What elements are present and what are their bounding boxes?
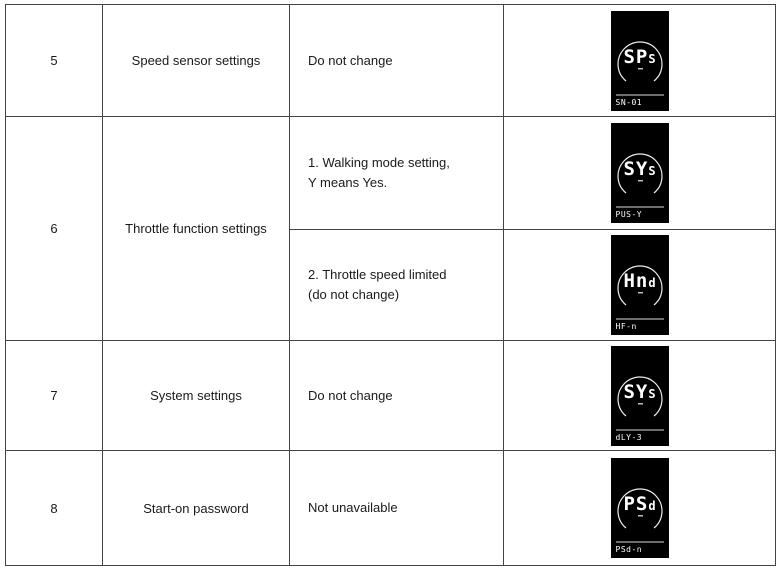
lcd-main-text: SP: [623, 45, 649, 68]
display-cell: [504, 230, 776, 341]
table-row: [6, 117, 776, 230]
description-line: 1. Walking mode setting,: [308, 155, 450, 170]
display-cell: [504, 341, 776, 451]
lcd-display-image: [611, 235, 669, 335]
setting-name: System settings: [103, 341, 290, 451]
lcd-main-text: Hn: [623, 270, 649, 292]
lcd-sub-text: d: [648, 499, 656, 513]
lcd-main-text: SY: [623, 380, 649, 403]
lcd-display-image: [611, 458, 669, 558]
display-cell: [504, 5, 776, 117]
row-number: 8: [6, 451, 103, 566]
table-row: [6, 451, 776, 566]
table-row: [6, 5, 776, 117]
description-line: 2. Throttle speed limited: [308, 267, 447, 282]
row-number: 7: [6, 341, 103, 451]
lcd-display-image: [611, 346, 669, 446]
setting-name: Speed sensor settings: [103, 5, 290, 117]
setting-description: [290, 5, 504, 117]
lcd-main-code: [611, 159, 669, 181]
description-line: Y means Yes.: [308, 175, 388, 190]
lcd-display-image: [611, 11, 669, 111]
lcd-main-code: [611, 47, 669, 69]
lcd-bottom-code: PUS-Y: [615, 210, 643, 219]
setting-description: [290, 117, 504, 230]
display-cell: [504, 117, 776, 230]
lcd-sub-text: S: [648, 386, 656, 401]
row-number: 5: [6, 5, 103, 117]
lcd-main-code: [611, 382, 669, 404]
description-line: Do not change: [308, 387, 393, 403]
setting-description: [290, 341, 504, 451]
lcd-sub-text: S: [648, 164, 656, 178]
lcd-bottom-code: dLY-3: [615, 432, 643, 442]
lcd-bottom-code: HF-n: [615, 322, 637, 331]
lcd-bottom-code: SN-01: [615, 97, 643, 107]
lcd-main-code: [611, 494, 669, 516]
lcd-main-code: [611, 271, 669, 293]
description-line: Do not change: [308, 52, 393, 68]
lcd-sub-text: d: [648, 276, 656, 290]
lcd-bottom-code: PSd-n: [615, 545, 643, 554]
row-number: 6: [6, 117, 103, 341]
display-cell: [504, 451, 776, 566]
lcd-sub-text: S: [648, 51, 656, 66]
lcd-main-text: SY: [623, 158, 649, 180]
setting-description: [290, 451, 504, 566]
lcd-display-image: [611, 123, 669, 223]
settings-table: [5, 4, 776, 566]
lcd-main-text: PS: [623, 493, 649, 515]
setting-name: Start-on password: [103, 451, 290, 566]
description-line: (do not change): [308, 287, 400, 302]
setting-description: [290, 230, 504, 341]
setting-name: Throttle function settings: [103, 117, 290, 341]
table-row: [6, 341, 776, 451]
description-line: Not unavailable: [308, 500, 398, 515]
